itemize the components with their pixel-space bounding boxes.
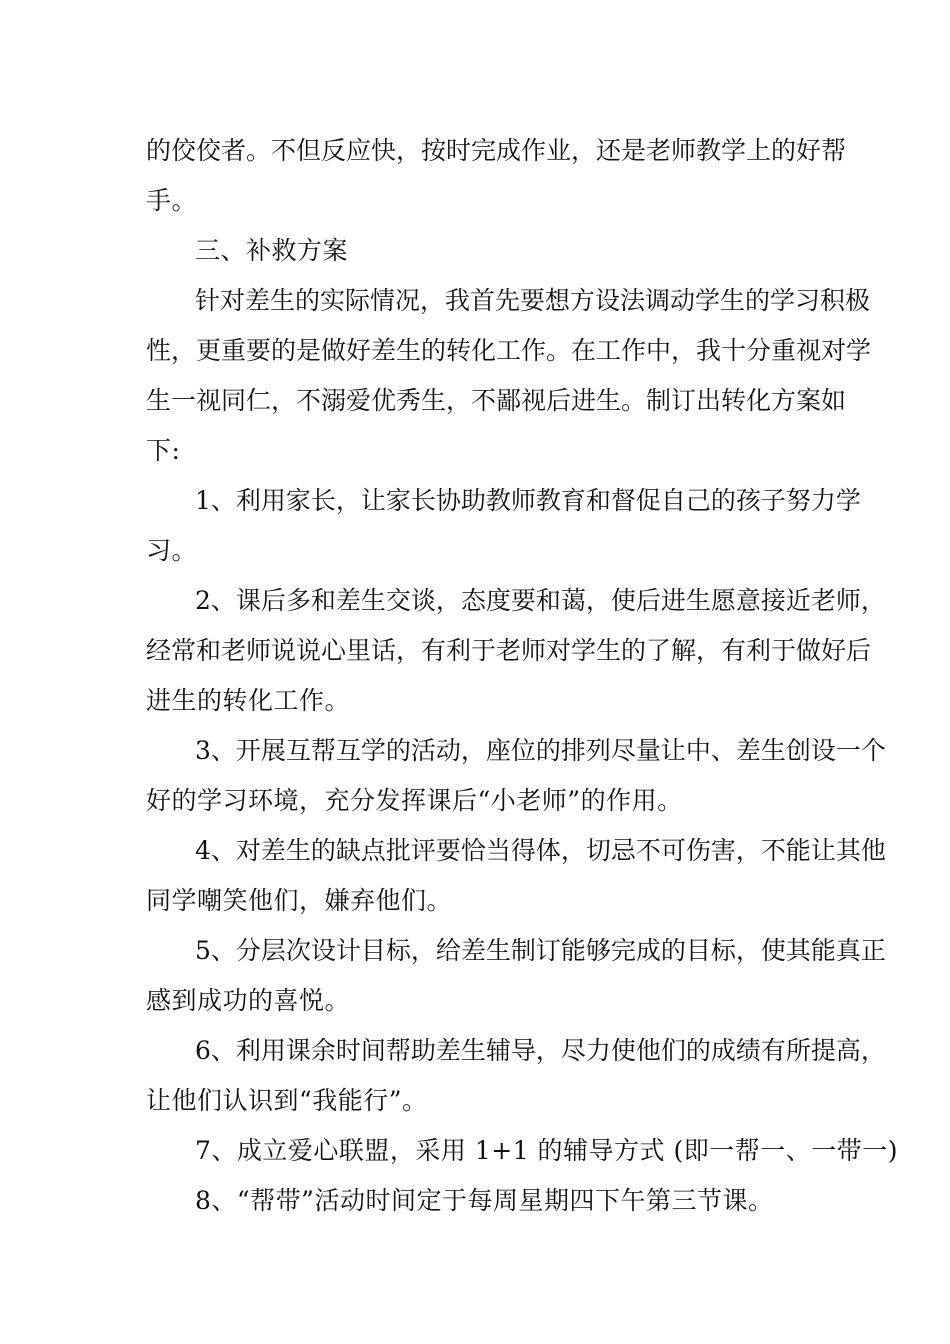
- list-item-5: 5、分层次设计目标，给差生制订能够完成的目标，使其能真正: [195, 936, 886, 965]
- list-item-8: 8、“帮带”活动时间定于每周星期四下午第三节课。: [195, 1186, 774, 1215]
- list-item-6: 6、利用课余时间帮助差生辅导，尽力使他们的成绩有所提高，: [195, 1036, 886, 1065]
- text-line: 性，更重要的是做好差生的转化工作。在工作中，我十分重视对学: [146, 336, 872, 365]
- text-line: 让他们认识到“我能行”。: [146, 1086, 428, 1115]
- text-line: 经常和老师说说心里话，有利于老师对学生的了解，有利于做好后: [146, 636, 872, 665]
- text-line: 进生的转化工作。: [146, 686, 351, 715]
- list-item-7: 7、成立爱心联盟，采用 1+1 的辅导方式 (即一帮一、一带一): [195, 1136, 899, 1165]
- list-item-4: 4、对差生的缺点批评要恰当得体，切忌不可伤害，不能让其他: [195, 836, 886, 865]
- text-line: 下:: [146, 436, 181, 465]
- text-line: 同学嘲笑他们，嫌弃他们。: [146, 886, 453, 915]
- text-line: 的佼佼者。不但反应快，按时完成作业，还是老师教学上的好帮: [146, 136, 847, 165]
- text-line: 习。: [146, 536, 198, 565]
- list-item-3: 3、开展互帮互学的活动，座位的排列尽量让中、差生创设一个: [195, 736, 886, 765]
- section-heading: 三、补救方案: [195, 236, 349, 265]
- list-item-2: 2、课后多和差生交谈，态度要和蔼，使后进生愿意接近老师，: [195, 586, 886, 615]
- text-line: 手。: [146, 186, 198, 215]
- text-line: 生一视同仁，不溺爱优秀生，不鄙视后进生。制订出转化方案如: [146, 386, 847, 415]
- list-item-1: 1、利用家长，让家长协助教师教育和督促自己的孩子努力学: [195, 486, 861, 515]
- text-line: 好的学习环境，充分发挥课后“小老师”的作用。: [146, 786, 683, 815]
- text-line: 感到成功的喜悦。: [146, 986, 351, 1015]
- text-line: 针对差生的实际情况，我首先要想方设法调动学生的学习积极: [195, 286, 871, 315]
